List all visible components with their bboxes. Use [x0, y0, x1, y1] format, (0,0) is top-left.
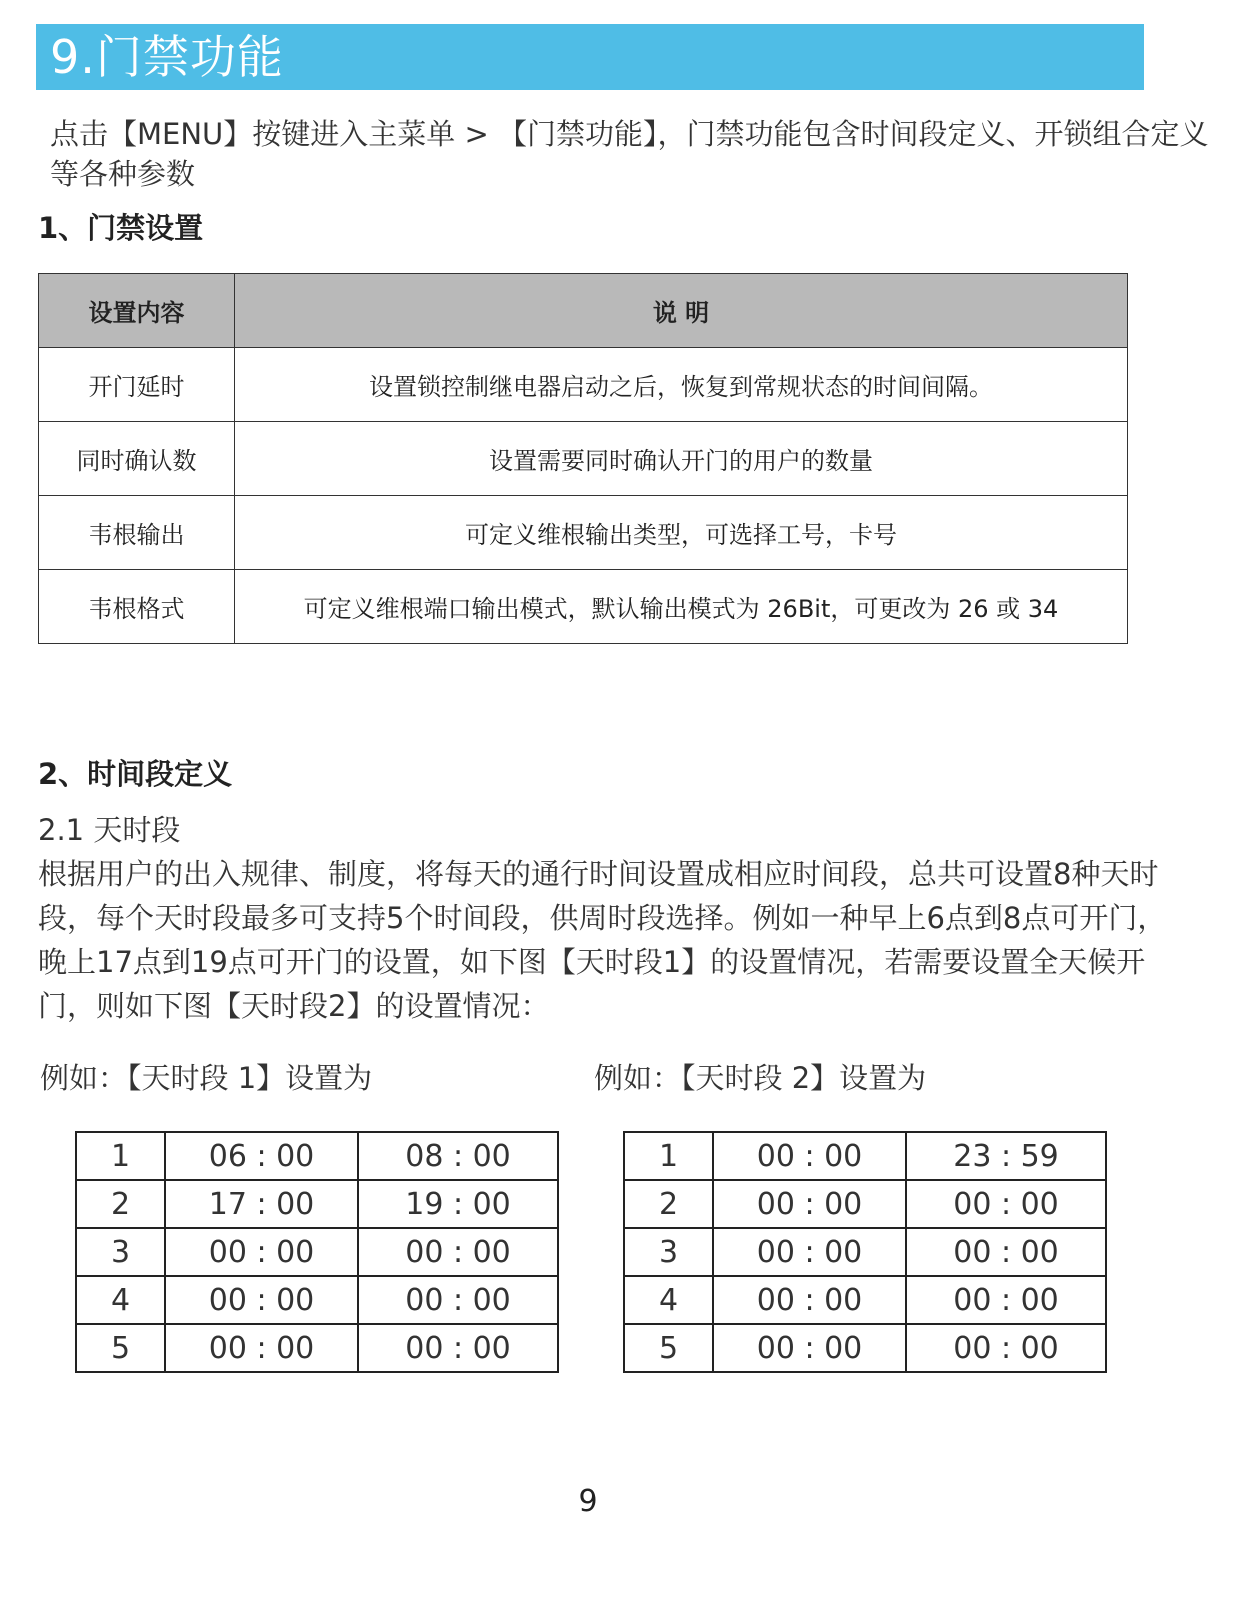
setting-description: 可定义维根端口输出模式，默认输出模式为 26Bit，可更改为 26 或 34 — [235, 570, 1128, 644]
start-time: 00 : 00 — [713, 1180, 906, 1228]
page-title: 9.门禁功能 — [50, 30, 284, 84]
start-time: 17 : 00 — [165, 1180, 358, 1228]
table-row — [624, 1132, 1106, 1180]
column-header: 设置内容 — [39, 274, 235, 348]
start-time: 00 : 00 — [713, 1228, 906, 1276]
setting-description: 设置锁控制继电器启动之后，恢复到常规状态的时间间隔。 — [235, 348, 1128, 422]
section-banner — [36, 24, 1144, 90]
section2-paragraph: 根据用户的出入规律、制度，将每天的通行时间设置成相应时间段，总共可设置8种天时段，每个天时段最多可支持5个时间段，供周时段选择。例如一种早上6点到8点可开门，晚上17点到19点可开门的设置，如下图【天时段1】的设置情况，若需要设置全天候开门，则如下图【天时段2】的设置情况： — [38, 857, 1167, 1023]
setting-name: 开门延时 — [39, 348, 235, 422]
day-period-2-table — [623, 1131, 1107, 1373]
section1-heading: 1、门禁设置 — [38, 211, 204, 245]
table-header-row — [39, 274, 1128, 348]
setting-description: 可定义维根输出类型，可选择工号，卡号 — [235, 496, 1128, 570]
start-time: 00 : 00 — [165, 1228, 358, 1276]
end-time: 00 : 00 — [906, 1228, 1106, 1276]
start-time: 06 : 00 — [165, 1132, 358, 1180]
example2-caption: 例如：【天时段 2】设置为 — [594, 1061, 927, 1095]
setting-name: 同时确认数 — [39, 422, 235, 496]
slot-number: 5 — [76, 1324, 165, 1372]
table-row — [76, 1180, 558, 1228]
start-time: 00 : 00 — [713, 1324, 906, 1372]
day-period-1-table — [75, 1131, 559, 1373]
end-time: 00 : 00 — [358, 1324, 558, 1372]
slot-number: 3 — [76, 1228, 165, 1276]
intro-text: 点击【MENU】按键进入主菜单 > 【门禁功能】，门禁功能包含时间段定义、开锁组合定义等各种参数 — [50, 117, 1209, 191]
page-number: 9 — [578, 1484, 598, 1519]
column-header: 说 明 — [235, 274, 1128, 348]
table-row — [624, 1228, 1106, 1276]
table-row — [624, 1276, 1106, 1324]
start-time: 00 : 00 — [165, 1324, 358, 1372]
setting-name: 韦根输出 — [39, 496, 235, 570]
slot-number: 1 — [624, 1132, 713, 1180]
end-time: 00 : 00 — [906, 1276, 1106, 1324]
table-row — [39, 570, 1128, 644]
table-row — [39, 422, 1128, 496]
end-time: 19 : 00 — [358, 1180, 558, 1228]
section2-heading: 2、时间段定义 — [38, 757, 233, 791]
end-time: 00 : 00 — [906, 1324, 1106, 1372]
table-row — [624, 1180, 1106, 1228]
end-time: 23 : 59 — [906, 1132, 1106, 1180]
example1-caption: 例如：【天时段 1】设置为 — [40, 1061, 373, 1095]
door-settings-table — [38, 273, 1128, 644]
subsection-heading: 2.1 天时段 — [38, 813, 181, 847]
start-time: 00 : 00 — [165, 1276, 358, 1324]
table-row — [76, 1228, 558, 1276]
end-time: 00 : 00 — [906, 1180, 1106, 1228]
slot-number: 1 — [76, 1132, 165, 1180]
end-time: 08 : 00 — [358, 1132, 558, 1180]
slot-number: 2 — [76, 1180, 165, 1228]
start-time: 00 : 00 — [713, 1132, 906, 1180]
table-row — [624, 1324, 1106, 1372]
table-row — [76, 1276, 558, 1324]
start-time: 00 : 00 — [713, 1276, 906, 1324]
slot-number: 3 — [624, 1228, 713, 1276]
slot-number: 4 — [624, 1276, 713, 1324]
table-row — [76, 1324, 558, 1372]
slot-number: 2 — [624, 1180, 713, 1228]
end-time: 00 : 00 — [358, 1228, 558, 1276]
slot-number: 5 — [624, 1324, 713, 1372]
table-row — [76, 1132, 558, 1180]
slot-number: 4 — [76, 1276, 165, 1324]
table-row — [39, 496, 1128, 570]
setting-description: 设置需要同时确认开门的用户的数量 — [235, 422, 1128, 496]
end-time: 00 : 00 — [358, 1276, 558, 1324]
setting-name: 韦根格式 — [39, 570, 235, 644]
table-row — [39, 348, 1128, 422]
